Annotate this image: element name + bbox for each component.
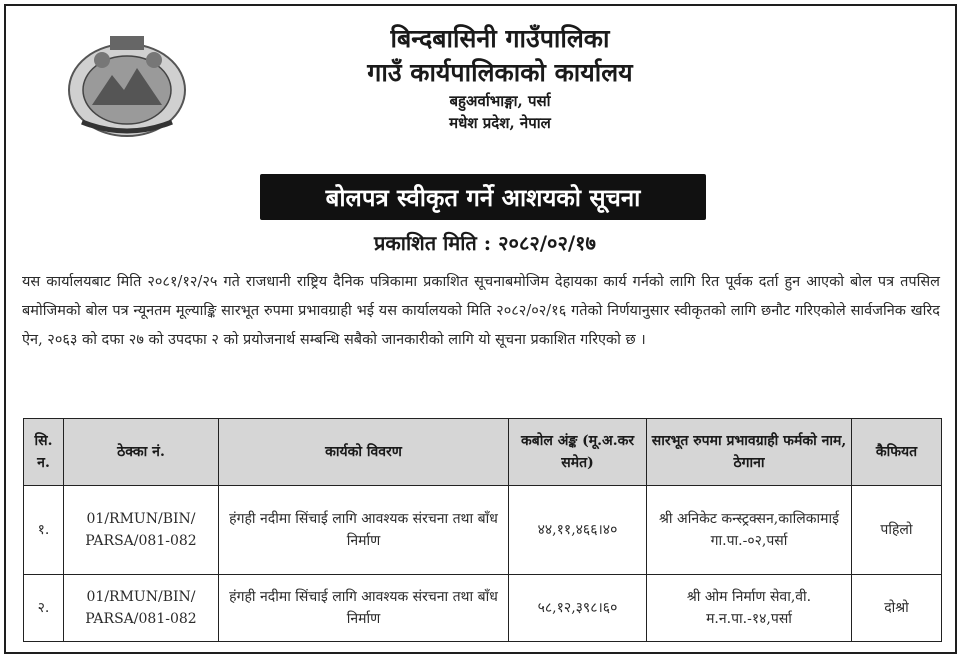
address-line-2: मधेश प्रदेश, नेपाल [449,114,551,132]
cell-remarks: दोश्रो [852,575,942,642]
header-bid-amount: कबोल अंङ्क (मू.अ.कर समेत) [509,419,647,486]
header [200,22,800,134]
cell-bid-amount: ४४,११,४६६।४० [509,486,647,575]
cell-work-description: हंगही नदीमा सिंचाई लागि आवश्यक संरचना तथा बाँध निर्माण [219,575,509,642]
cell-contract-no: 01/RMUN/BIN/ PARSA/081-082 [64,486,219,575]
cell-firm-name: श्री अनिकेट कन्स्ट्रक्सन,कालिकामाई गा.पा.-०२,पर्सा [647,486,852,575]
notice-title: बोलपत्र स्वीकृत गर्ने आशयको सूचना [260,174,706,220]
header-serial: सि. न. [24,419,64,486]
header-remarks: कैफियत [852,419,942,486]
header-contract-no: ठेक्का नं. [64,419,219,486]
cell-bid-amount: ५८,१२,३९८।६० [509,575,647,642]
cell-firm-name: श्री ओम निर्माण सेवा,वी. म.न.पा.-१४,पर्सा [647,575,852,642]
published-date: प्रकाशित मिति : २०८२/०२/१७ [374,231,596,255]
cell-serial: १. [24,486,64,575]
table-row [24,575,942,642]
cell-work-description: हंगही नदीमा सिंचाई लागि आवश्यक संरचना तथा बाँध निर्माण [219,486,509,575]
cell-remarks: पहिलो [852,486,942,575]
header-work-description: कार्यको विवरण [219,419,509,486]
header-firm-name: सारभूत रुपमा प्रभावग्राही फर्मको नाम, ठेगाना [647,419,852,486]
address-line-1: बहुअर्वाभाङ्गा, पर्सा [449,92,551,110]
table-header-row [24,419,942,486]
nepal-emblem-icon [62,30,192,140]
office-name: गाउँ कार्यपालिकाको कार्यालय [367,58,633,87]
notice-body: यस कार्यालयबाट मिति २०८१/१२/२५ गते राजधानी राष्ट्रिय दैनिक पत्रिकामा प्रकाशित सूचनाबमोजिम देहायका कार्य गर्नको लागि रित पूर्वक दर्ता हुन आएको बोल पत्र तपसिल बमोजिमको बोल पत्र न्यूनतम मूल्याङ्कि सारभूत रुपमा प्रभावग्राही भई यस कार्यालयको मिति २०८२/०२/१६ गतेको निर्णयानुसार स्वीकृतको लागि छनौट गरिएकोले सार्वजनिक खरिद ऐन, २०६३ को दफा २७ को उपदफा २ को प्रयोजनार्थ सम्बन्धि सबैको जानकारीको लागि यो सूचना प्रकाशित गरिएको छ । [22,274,940,348]
municipality-name: बिन्दबासिनी गाउँपालिका [390,24,610,53]
cell-contract-no: 01/RMUN/BIN/ PARSA/081-082 [64,575,219,642]
table-row [24,486,942,575]
cell-serial: २. [24,575,64,642]
bid-table [23,418,942,642]
